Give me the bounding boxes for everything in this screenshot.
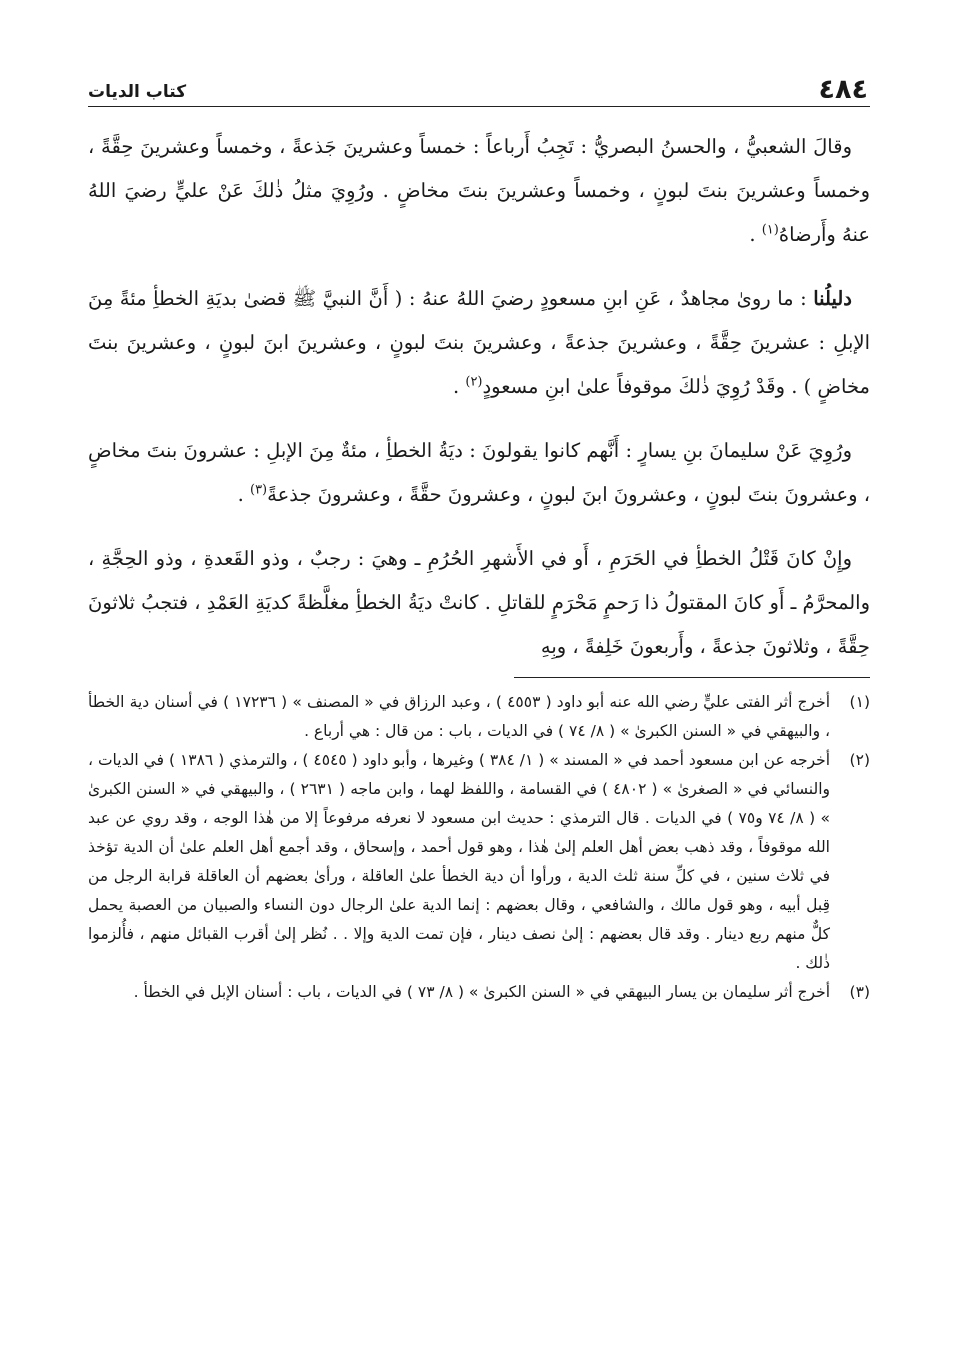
footnote-separator — [514, 677, 870, 678]
paragraph — [88, 125, 870, 257]
paragraph-text: ورُوِيَ عَنْ سليمانَ بنِ يسارٍ : أَنَّهم كانوا يقولونَ : ديَةُ الخطأِ ، مئةٌ مِنَ الإبلِ : عشرونَ بنتَ مخاضٍ ، وعشرونَ بنتَ لبونٍ ، وعشرونَ ابنَ لبونٍ ، وعشرونَ حقَّةً ، وعشرونَ جذعةً — [88, 439, 870, 506]
book-page — [88, 70, 870, 1007]
paragraph — [88, 277, 870, 409]
footnote-text: أخرجه عن ابن مسعود أحمد في « المسند » ( ١/ ٣٨٤ ) وغيرها ، وأبو داود ( ٤٥٤٥ ) ، والترمذي ( ١٣٨٦ ) في الديات ، والنسائي في « الصغرىٰ » ( ٤٨٠٢ ) في القسامة ، واللفظ لهما ، وابن ماجه ( ٢٦٣١ ) ، والبيهقي في « السنن الكبرىٰ » ( ٨/ ٧٤ و٧٥ ) في الديات . قال الترمذي : حديث ابن مسعود لا نعرفه مرفوعاً إلا من هٰذا الوجه ، وقد روي عن عبد الله موقوفاً ، وقد ذهب بعض أهل العلم إلىٰ هٰذا ، وهو قول أحمد ، وإسحاق ، وقد أجمع أهل العلم علىٰ أن الدية تؤخذ في ثلاث سنين ، في كلِّ سنة ثلث الدية ، ورأوا أن دية الخطأ علىٰ العاقلة ، ورأىٰ بعضهم أن العاقلة قرابة الرجل من قِبل أبيه ، وهو قول مالك ، والشافعي ، وقال بعضهم : إنما الدية علىٰ الرجال دون النساء والصبيان من العصبة يحمل كلٌّ منهم ربع دينار . وقد قال بعضهم : إلىٰ نصف دينار ، فإن تمت الدية وإلا . . نُظر إلىٰ أقرب القبائل منهم ، فأُلزموا ذٰلك . — [88, 751, 831, 972]
footnote-reference[interactable]: (٣) — [249, 482, 268, 498]
footnotes — [88, 688, 870, 1007]
footnote-item — [88, 978, 870, 1007]
footnote-item — [88, 746, 870, 978]
footnote-number: (٣) — [849, 983, 870, 1001]
paragraph-text: : ما روىٰ مجاهدٌ ، عَنِ ابنِ مسعودٍ رضيَ اللهُ عنهُ : ( أَنَّ النبيَّ ﷺ قضىٰ بديَةِ الخطأِ مئةً مِنَ الإبلِ : عشرينَ حِقَّةً ، وعشرينَ جذعةً ، وعشرينَ بنتَ لبونٍ ، وعشرينَ ابنَ لبونٍ ، وعشرينَ بنتَ مخاضٍ ) . وقَدْ رُوِيَ ذٰلكَ موقوفاً علىٰ ابنِ مسعودٍ — [88, 287, 870, 398]
running-header — [88, 70, 870, 107]
paragraph — [88, 537, 870, 669]
paragraph — [88, 429, 870, 517]
footnote-item — [88, 688, 870, 746]
footnote-reference[interactable]: (٢) — [465, 374, 483, 390]
paragraph-lead: دليلُنا — [813, 287, 852, 310]
paragraph-tail: . — [237, 483, 250, 506]
paragraph-tail: . — [452, 375, 466, 398]
footnote-reference[interactable]: (١) — [761, 222, 779, 238]
main-text — [88, 125, 870, 669]
footnote-text: أخرج أثر سليمان بن يسار البيهقي في « السنن الكبرىٰ » ( ٨/ ٧٣ ) في الديات ، باب : أسنان الإبل في الخطأ . — [133, 983, 830, 1001]
footnote-number: (١) — [849, 693, 870, 711]
page-number: ٤٨٤ — [818, 74, 868, 105]
book-title: كتاب الديات — [88, 82, 187, 102]
footnote-text: أخرج أثر الفتى عليٍّ رضي الله عنه أبو داود ( ٤٥٥٣ ) ، وعبد الرزاق في « المصنف » ( ١٧٢٣٦ ) في أسنان دية الخطأ ، والبيهقي في « السنن الكبرىٰ » ( ٨/ ٧٤ ) في الديات ، باب : من قال : هي أرباع . — [88, 693, 830, 740]
paragraph-text: وقالَ الشعبيُّ ، والحسنُ البصريُّ : تَجِبُ أَرباعاً : خمساً وعشرينَ جَذعةً ، وخمساً وعشرينَ حِقَّةً ، وخمساً وعشرينَ بنتَ لبونٍ ، وخمساً وعشرينَ بنتَ مخاضٍ . ورُوِيَ مثلُ ذٰلكَ عَنْ عليٍّ رضيَ اللهُ عنهُ وأَرضاهُ — [88, 135, 870, 246]
paragraph-tail: . — [749, 223, 762, 246]
paragraph-text: وإِنْ كانَ قَتْلُ الخطأِ في الحَرَمِ ، أَو في الأَشهرِ الحُرُمِ ـ وهيَ : رجبٌ ، وذو القَعدةِ ، وذو الحِجَّةِ ، والمحرَّمُ ـ أَو كانَ المقتولُ ذا رَحمٍ مَحْرَمٍ للقاتلِ . كانتْ ديَةُ الخطأِ مغلَّظةً كديَةِ العَمْدِ ، فتجبُ ثلاثونَ حِقَّةً ، وثلاثونَ جذعةً ، وأَربعونَ خَلِفةً ، وبِهِ — [88, 547, 870, 658]
footnote-number: (٢) — [849, 751, 870, 769]
